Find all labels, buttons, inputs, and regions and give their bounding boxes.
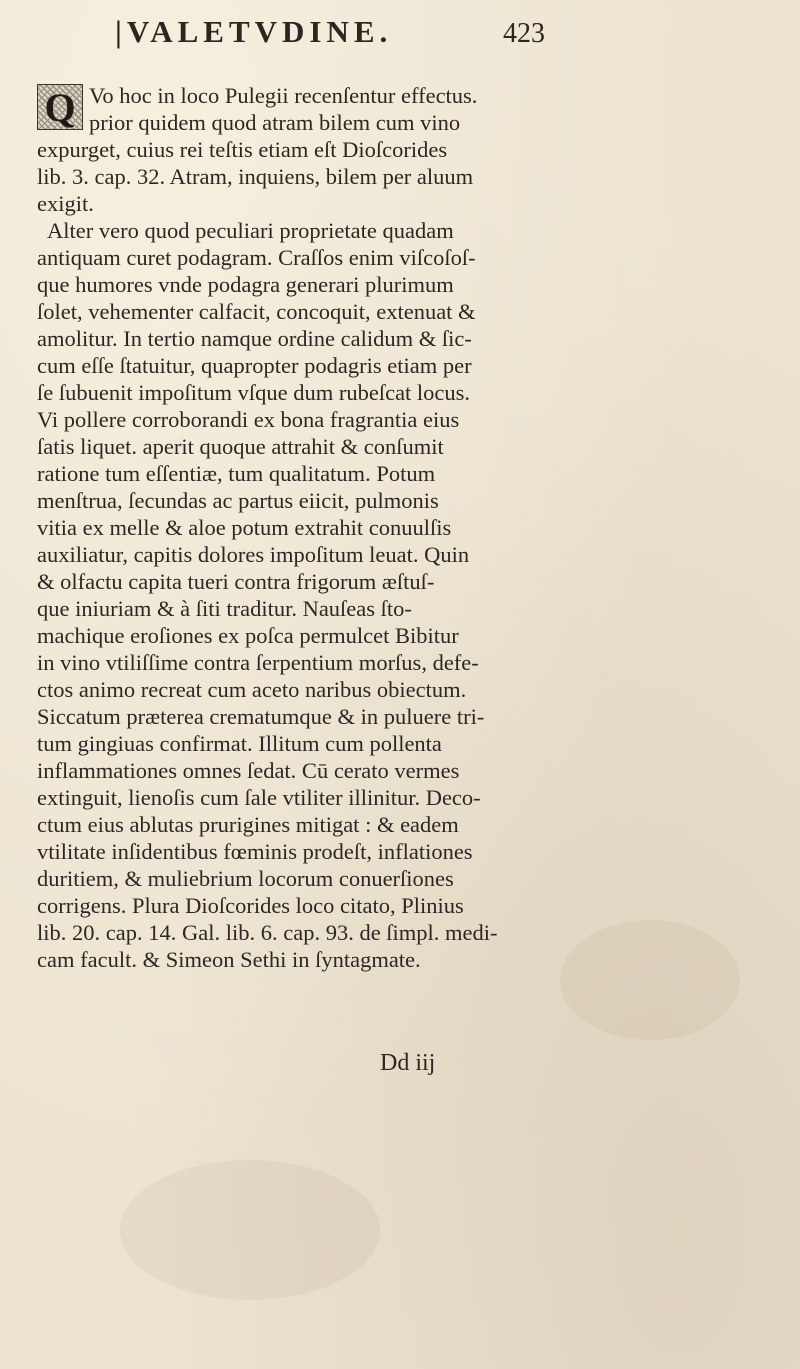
text-line: ctos animo recreat cum aceto naribus obiectum. — [37, 677, 467, 702]
text-line: machique eroſiones ex poſca permulcet Bibitur — [37, 623, 459, 648]
drop-cap-letter: Q — [38, 85, 82, 129]
text-line: tum gingiuas confirmat. Illitum cum pollenta — [37, 731, 442, 756]
text-line: auxiliatur, capitis dolores impoſitum leuat. Quin — [37, 542, 470, 567]
text-line: ſolet, vehementer calfacit, concoquit, extenuat & — [37, 299, 476, 324]
text-line: cum eſſe ſtatuitur, quapropter podagris etiam per — [37, 353, 472, 378]
text-line: extinguit, lienoſis cum ſale vtiliter illinitur. Deco- — [37, 785, 481, 810]
text-line: vitia ex melle & aloe potum extrahit conuulſis — [37, 515, 452, 540]
text-line: in vino vtiliſſime contra ſerpentium morſus, defe- — [37, 650, 479, 675]
text-line: Alter vero quod peculiari proprietate quadam — [47, 218, 454, 243]
body-text — [37, 82, 772, 973]
paper-stain — [120, 1160, 380, 1300]
text-line: Vi pollere corroborandi ex bona fragrantia eius — [37, 407, 460, 432]
text-line: que iniuriam & à ſiti traditur. Nauſeas ſto- — [37, 596, 412, 621]
text-line: que humores vnde podagra generari plurimum — [37, 272, 454, 297]
text-line: Vo hoc in loco Pulegii recenſentur effectus. — [89, 83, 478, 108]
text-line: corrigens. Plura Dioſcorides loco citato, Plinius — [37, 893, 464, 918]
text-line: cam facult. & Simeon Sethi in ſyntagmate. — [37, 947, 421, 972]
text-line: duritiem, & muliebrium locorum conuerſiones — [37, 866, 454, 891]
text-line: menſtrua, ſecundas ac partus eiicit, pulmonis — [37, 488, 439, 513]
text-line: amolitur. In tertio namque ordine calidum & ſic- — [37, 326, 472, 351]
text-line: lib. 20. cap. 14. Gal. lib. 6. cap. 93. de ſimpl. medi- — [37, 920, 498, 945]
text-line: Siccatum præterea crematumque & in puluere tri- — [37, 704, 485, 729]
text-line: prior quidem quod atram bilem cum vino — [89, 110, 461, 135]
text-line: exigit. — [37, 191, 94, 216]
text-line: ctum eius ablutas prurigines mitigat : & eadem — [37, 812, 459, 837]
text-line: expurget, cuius rei teſtis etiam eſt Dioſcorides — [37, 137, 448, 162]
text-line: vtilitate inſidentibus fœminis prodeſt, inflationes — [37, 839, 473, 864]
text-line: ratione tum eſſentiæ, tum qualitatum. Potum — [37, 461, 436, 486]
text-line: lib. 3. cap. 32. Atram, inquiens, bilem per aluum — [37, 164, 474, 189]
text-line: ſatis liquet. aperit quoque attrahit & conſumit — [37, 434, 444, 459]
text-line: inflammationes omnes ſedat. Cū cerato vermes — [37, 758, 460, 783]
page-header — [115, 14, 575, 54]
text-line: antiquam curet podagram. Craſſos enim viſcoſoſ- — [37, 245, 476, 270]
text-line: & olfactu capita tueri contra frigorum æſtuſ- — [37, 569, 435, 594]
text-line: ſe ſubuenit impoſitum vſque dum rubeſcat locus. — [37, 380, 471, 405]
page-number: 423 — [503, 18, 545, 49]
signature-mark: Dd iij — [380, 1050, 436, 1076]
running-title: |VALETVDINE. — [115, 14, 393, 49]
